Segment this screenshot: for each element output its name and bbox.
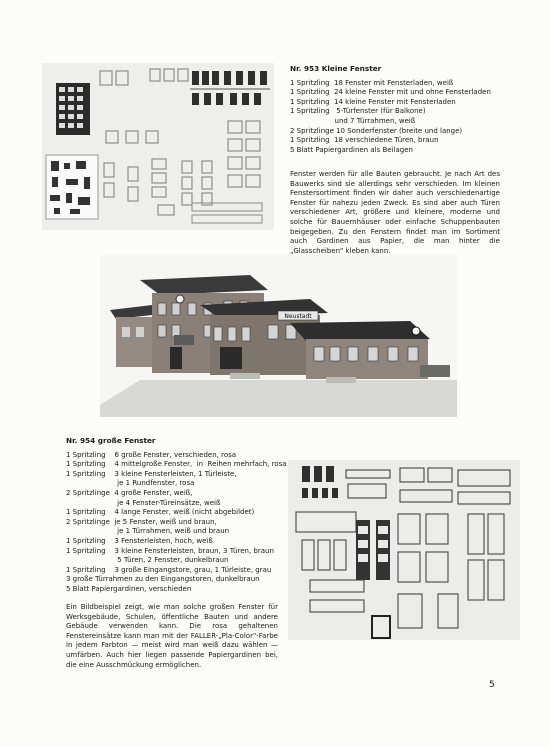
list-item: 2 Spritzlinge je 5 Fenster, weiß und braun, xyxy=(66,517,217,526)
list-item: 1 Spritzling 3 kleine Fensterleisten, braun, 3 Türen, braun xyxy=(66,546,274,555)
list-item: und 7 Türrahmen, weiß xyxy=(290,116,416,125)
photo-small-windows-parts xyxy=(42,63,274,230)
list-item: 5 Blatt Papiergardinen, verschieden xyxy=(66,584,192,593)
photo-station-building xyxy=(100,255,457,417)
list-item: 1 Spritzling 4 mittelgroße Fenster, in Reihen mehrfach, rosa xyxy=(66,460,287,469)
list-item: 1 Spritzling 5-Türfenster (für Balkone) xyxy=(290,107,426,116)
list-item: 1 Spritzling 18 verschiedene Türen, braun xyxy=(290,136,439,145)
list-item: 2 Spritzlinge 4 große Fenster, weiß, xyxy=(66,488,193,497)
list-item: je 4 Fenster-Türeinsätze, weiß xyxy=(66,498,221,507)
section-954-title: Nr. 954 große Fenster xyxy=(66,436,156,445)
list-item: 2 Spritzlinge 10 Sonderfenster (breite und lange) xyxy=(290,126,463,135)
list-item: 1 Spritzling 18 Fenster mit Fensterladen, weiß xyxy=(290,78,454,87)
list-item: 1 Spritzling 3 kleine Fensterleisten, 1 Türleiste, xyxy=(66,469,237,478)
parts-illustration-954 xyxy=(288,460,520,640)
list-item: 1 Spritzling 3 Fensterleisten, hoch, weiß xyxy=(66,536,213,545)
list-item: je 1 Türrahmen, weiß und braun xyxy=(66,527,230,536)
list-item: je 1 Rundfenster, rosa xyxy=(66,479,195,488)
page-number: 5 xyxy=(489,680,495,690)
list-item: 5 Türen, 2 Fenster, dunkelbraun xyxy=(66,556,229,565)
list-item: 5 Blatt Papiergardinen als Beilagen xyxy=(290,145,413,154)
parts-illustration-953 xyxy=(42,63,274,230)
list-item: 1 Spritzling 6 große Fenster, verschieden, rosa xyxy=(66,450,237,459)
section-954 xyxy=(66,436,288,595)
station-illustration xyxy=(100,255,457,417)
station-sign: Neustadt xyxy=(284,313,312,320)
section-953 xyxy=(290,64,500,155)
list-item: 1 Spritzling 14 kleine Fenster mit Fensterladen xyxy=(290,97,456,106)
photo-large-windows-parts xyxy=(288,460,520,640)
list-item: 1 Spritzling 24 kleine Fenster mit und ohne Fensterladen xyxy=(290,88,491,97)
section-954-description: Ein Bildbeispiel zeigt, wie man solche großen Fenster für Werksgebäude, Schulen, öffentliche Bauten und andere Gebäude verwenden kann. Die rosa gehaltenen Fenstereinsätze kann man mit der FALLER-„Pla-Color"-Farbe in jedem Farbton — meist wird man weiß dazu wählen — umfärben. Auch hier liegen passende Papiergardinen bei, die eine Ausschmückung ermöglichen. xyxy=(66,603,278,669)
section-953-description: Fenster werden für alle Bauten gebraucht. Je nach Art des Bauwerks sind sie allerdings sehr verschieden. Im kleinen Fenstersortiment finden wir daher auch verschiedenartige Fenster für nahezu jeden Zweck. Es sind aber auch Türen verschiedener Art, größere und kleinere, moderne und solche für Bauernhäuser oder einfache Schuppenbauten beigegeben. Zu den Fenstern findet man im Sortiment auch Gardinen aus Papier, die man hinter die „Glasscheiben" kleben kann. xyxy=(290,170,500,255)
list-item: 1 Spritzling 4 lange Fenster, weiß (nicht abgebildet) xyxy=(66,508,255,517)
list-item: 1 Spritzling 3 große Eingangstore, grau, 1 Türleiste, grau xyxy=(66,565,272,574)
section-953-title: Nr. 953 Kleine Fenster xyxy=(290,64,382,73)
list-item: 3 große Türrahmen zu den Eingangstoren, dunkelbraun xyxy=(66,575,260,584)
